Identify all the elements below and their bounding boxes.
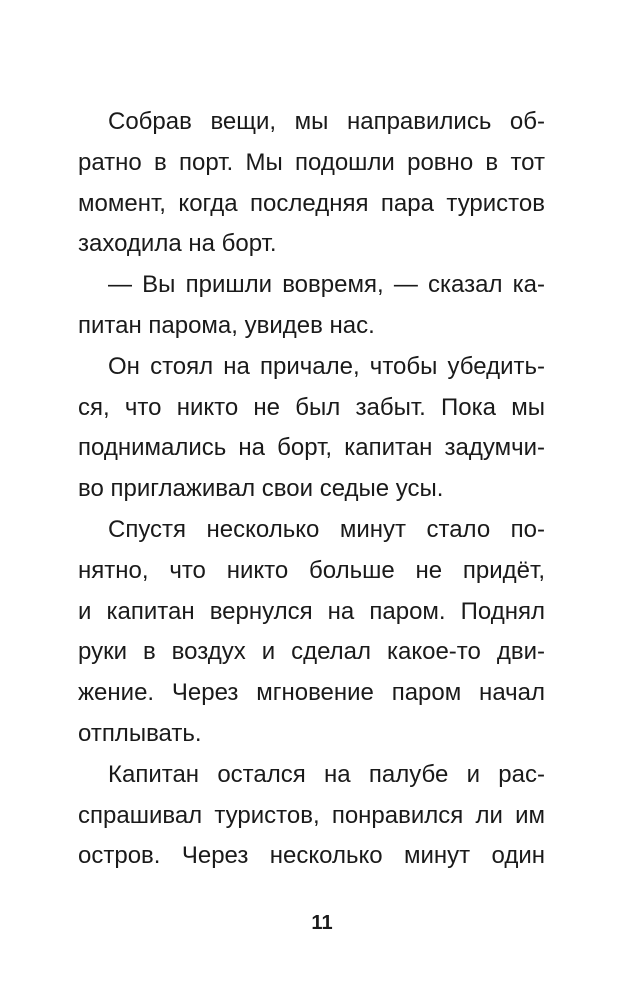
text-line: остров. Через несколько минут один	[78, 842, 545, 870]
text-line: Собрав вещи, мы направились об-	[108, 108, 545, 135]
text-line: спрашивал туристов, понравился ли им	[78, 801, 545, 829]
paragraph-4	[78, 510, 545, 755]
text-line: жение. Через мгновение паром начал	[78, 679, 545, 707]
text-line: руки в воздух и сделал какое-то дви-	[78, 638, 545, 666]
text-line: Капитан остался на палубе и рас-	[108, 760, 545, 788]
text-line: — Вы пришли вовремя, — сказал ка-	[108, 271, 545, 299]
text-line: заходила на борт.	[78, 230, 277, 258]
text-line: отплывать.	[78, 719, 202, 747]
text-line: Он стоял на причале, чтобы убедить-	[108, 352, 545, 380]
page-number: 11	[311, 912, 333, 934]
text-line: момент, когда последняя пара туристов	[78, 189, 545, 217]
page-body	[78, 102, 545, 877]
paragraph-2	[78, 265, 545, 347]
paragraph-5	[78, 755, 545, 877]
text-line: Спустя несколько минут стало по-	[108, 515, 545, 543]
text-line: ратно в порт. Мы подошли ровно в тот	[78, 148, 545, 176]
text-line: ся, что никто не был забыт. Пока мы	[78, 393, 545, 421]
text-line: во приглаживал свои седые усы.	[78, 475, 444, 503]
text-line: поднимались на борт, капитан задумчи-	[78, 434, 545, 462]
text-line: и капитан вернулся на паром. Поднял	[78, 597, 545, 625]
paragraph-1	[78, 102, 545, 265]
text-line: питан парома, увидев нас.	[78, 311, 375, 339]
text-line: нятно, что никто больше не придёт,	[78, 556, 545, 584]
paragraph-3	[78, 347, 545, 510]
